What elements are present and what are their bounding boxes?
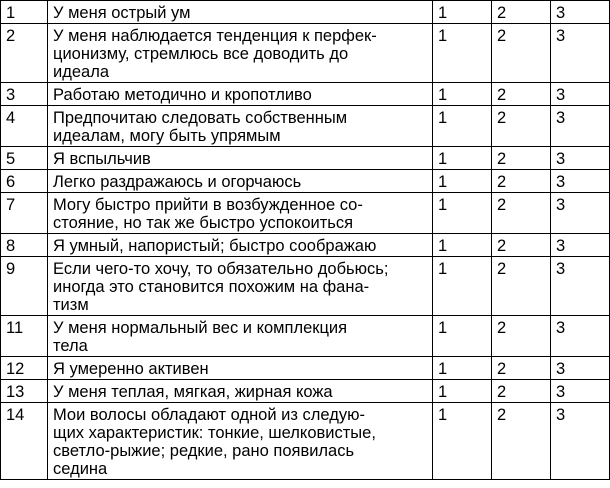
table-row xyxy=(1,24,610,83)
rating-option-1: 1 xyxy=(433,24,492,83)
rating-option-3: 3 xyxy=(551,106,610,147)
question-number: 4 xyxy=(1,106,48,147)
question-text xyxy=(48,193,433,234)
question-text xyxy=(48,357,433,380)
rating-option-1: 1 xyxy=(433,257,492,316)
question-number: 11 xyxy=(1,316,48,357)
rating-option-1: 1 xyxy=(433,1,492,24)
rating-option-3: 3 xyxy=(551,83,610,106)
rating-option-2: 2 xyxy=(492,24,551,83)
rating-option-1: 1 xyxy=(433,357,492,380)
question-text xyxy=(48,316,433,357)
question-text xyxy=(48,380,433,403)
table-row xyxy=(1,234,610,257)
rating-option-3: 3 xyxy=(551,257,610,316)
question-text-line: иногда это становится похожим на фана- xyxy=(53,278,370,296)
rating-option-1: 1 xyxy=(433,193,492,234)
rating-option-1: 1 xyxy=(433,83,492,106)
rating-option-3: 3 xyxy=(551,24,610,83)
question-text xyxy=(48,1,433,24)
question-text-line: Работаю методично и кропотливо xyxy=(53,86,312,104)
rating-option-3: 3 xyxy=(551,316,610,357)
table-row xyxy=(1,147,610,170)
table-row xyxy=(1,106,610,147)
rating-option-3: 3 xyxy=(551,193,610,234)
rating-option-2: 2 xyxy=(492,1,551,24)
rating-option-3: 3 xyxy=(551,380,610,403)
rating-option-2: 2 xyxy=(492,193,551,234)
question-text xyxy=(48,147,433,170)
question-text-line: Легко раздражаюсь и огорчаюсь xyxy=(53,173,302,191)
table-row xyxy=(1,83,610,106)
rating-option-2: 2 xyxy=(492,257,551,316)
question-text xyxy=(48,257,433,316)
question-text-line: стояние, но так же быстро успокоиться xyxy=(53,214,354,232)
rating-option-1: 1 xyxy=(433,380,492,403)
table-row xyxy=(1,316,610,357)
rating-option-2: 2 xyxy=(492,380,551,403)
rating-option-3: 3 xyxy=(551,357,610,380)
question-text xyxy=(48,403,433,480)
question-number: 6 xyxy=(1,170,48,193)
question-number: 2 xyxy=(1,24,48,83)
question-text xyxy=(48,24,433,83)
question-text-line: Мои волосы обладают одной из следую- xyxy=(53,406,365,424)
question-text-line: седина xyxy=(53,460,108,478)
rating-option-1: 1 xyxy=(433,234,492,257)
question-text xyxy=(48,106,433,147)
question-number: 5 xyxy=(1,147,48,170)
table-row xyxy=(1,380,610,403)
question-number: 8 xyxy=(1,234,48,257)
table-row xyxy=(1,170,610,193)
question-text-line: ционизму, стремлюсь все доводить до xyxy=(53,45,349,63)
question-text-line: тизм xyxy=(53,296,89,314)
question-text-line: Могу быстро прийти в возбужденное со- xyxy=(53,196,363,214)
rating-option-2: 2 xyxy=(492,147,551,170)
rating-option-3: 3 xyxy=(551,170,610,193)
rating-option-1: 1 xyxy=(433,316,492,357)
question-text-line: У меня нормальный вес и комплекция xyxy=(53,319,348,337)
question-text-line: Предпочитаю следовать собственным xyxy=(53,109,348,127)
rating-option-1: 1 xyxy=(433,106,492,147)
question-text-line: У меня теплая, мягкая, жирная кожа xyxy=(53,383,333,401)
question-number: 12 xyxy=(1,357,48,380)
question-text-line: тела xyxy=(53,337,88,355)
question-text xyxy=(48,170,433,193)
question-text-line: щих характеристик: тонкие, шелковистые, xyxy=(53,424,376,442)
question-text-line: идеалам, могу быть упрямым xyxy=(53,127,281,145)
rating-option-2: 2 xyxy=(492,83,551,106)
table-row xyxy=(1,1,610,24)
question-number: 1 xyxy=(1,1,48,24)
rating-option-3: 3 xyxy=(551,403,610,480)
rating-option-2: 2 xyxy=(492,170,551,193)
question-number: 13 xyxy=(1,380,48,403)
question-number: 9 xyxy=(1,257,48,316)
question-text-line: У меня острый ум xyxy=(53,4,191,22)
rating-option-2: 2 xyxy=(492,234,551,257)
rating-option-3: 3 xyxy=(551,147,610,170)
question-text-line: Я умный, напористый; быстро соображаю xyxy=(53,237,377,255)
question-text-line: Я умеренно активен xyxy=(53,360,209,378)
rating-option-2: 2 xyxy=(492,357,551,380)
table-row xyxy=(1,357,610,380)
question-text-line: У меня наблюдается тенденция к перфек- xyxy=(53,27,377,45)
rating-option-2: 2 xyxy=(492,106,551,147)
rating-option-2: 2 xyxy=(492,316,551,357)
question-number: 3 xyxy=(1,83,48,106)
rating-option-3: 3 xyxy=(551,1,610,24)
question-text-line: светло-рыжие; редкие, рано появилась xyxy=(53,442,355,460)
table-row xyxy=(1,257,610,316)
question-text-line: Я вспыльчив xyxy=(53,150,151,168)
rating-option-1: 1 xyxy=(433,147,492,170)
rating-option-1: 1 xyxy=(433,403,492,480)
rating-option-2: 2 xyxy=(492,403,551,480)
question-text xyxy=(48,234,433,257)
question-number: 7 xyxy=(1,193,48,234)
table-row xyxy=(1,403,610,480)
rating-option-3: 3 xyxy=(551,234,610,257)
questionnaire-body xyxy=(1,1,610,480)
question-text-line: Если чего-то хочу, то обязательно добьюсь; xyxy=(53,260,389,278)
question-text-line: идеала xyxy=(53,63,110,81)
question-text xyxy=(48,83,433,106)
table-row xyxy=(1,193,610,234)
question-number: 14 xyxy=(1,403,48,480)
rating-option-1: 1 xyxy=(433,170,492,193)
